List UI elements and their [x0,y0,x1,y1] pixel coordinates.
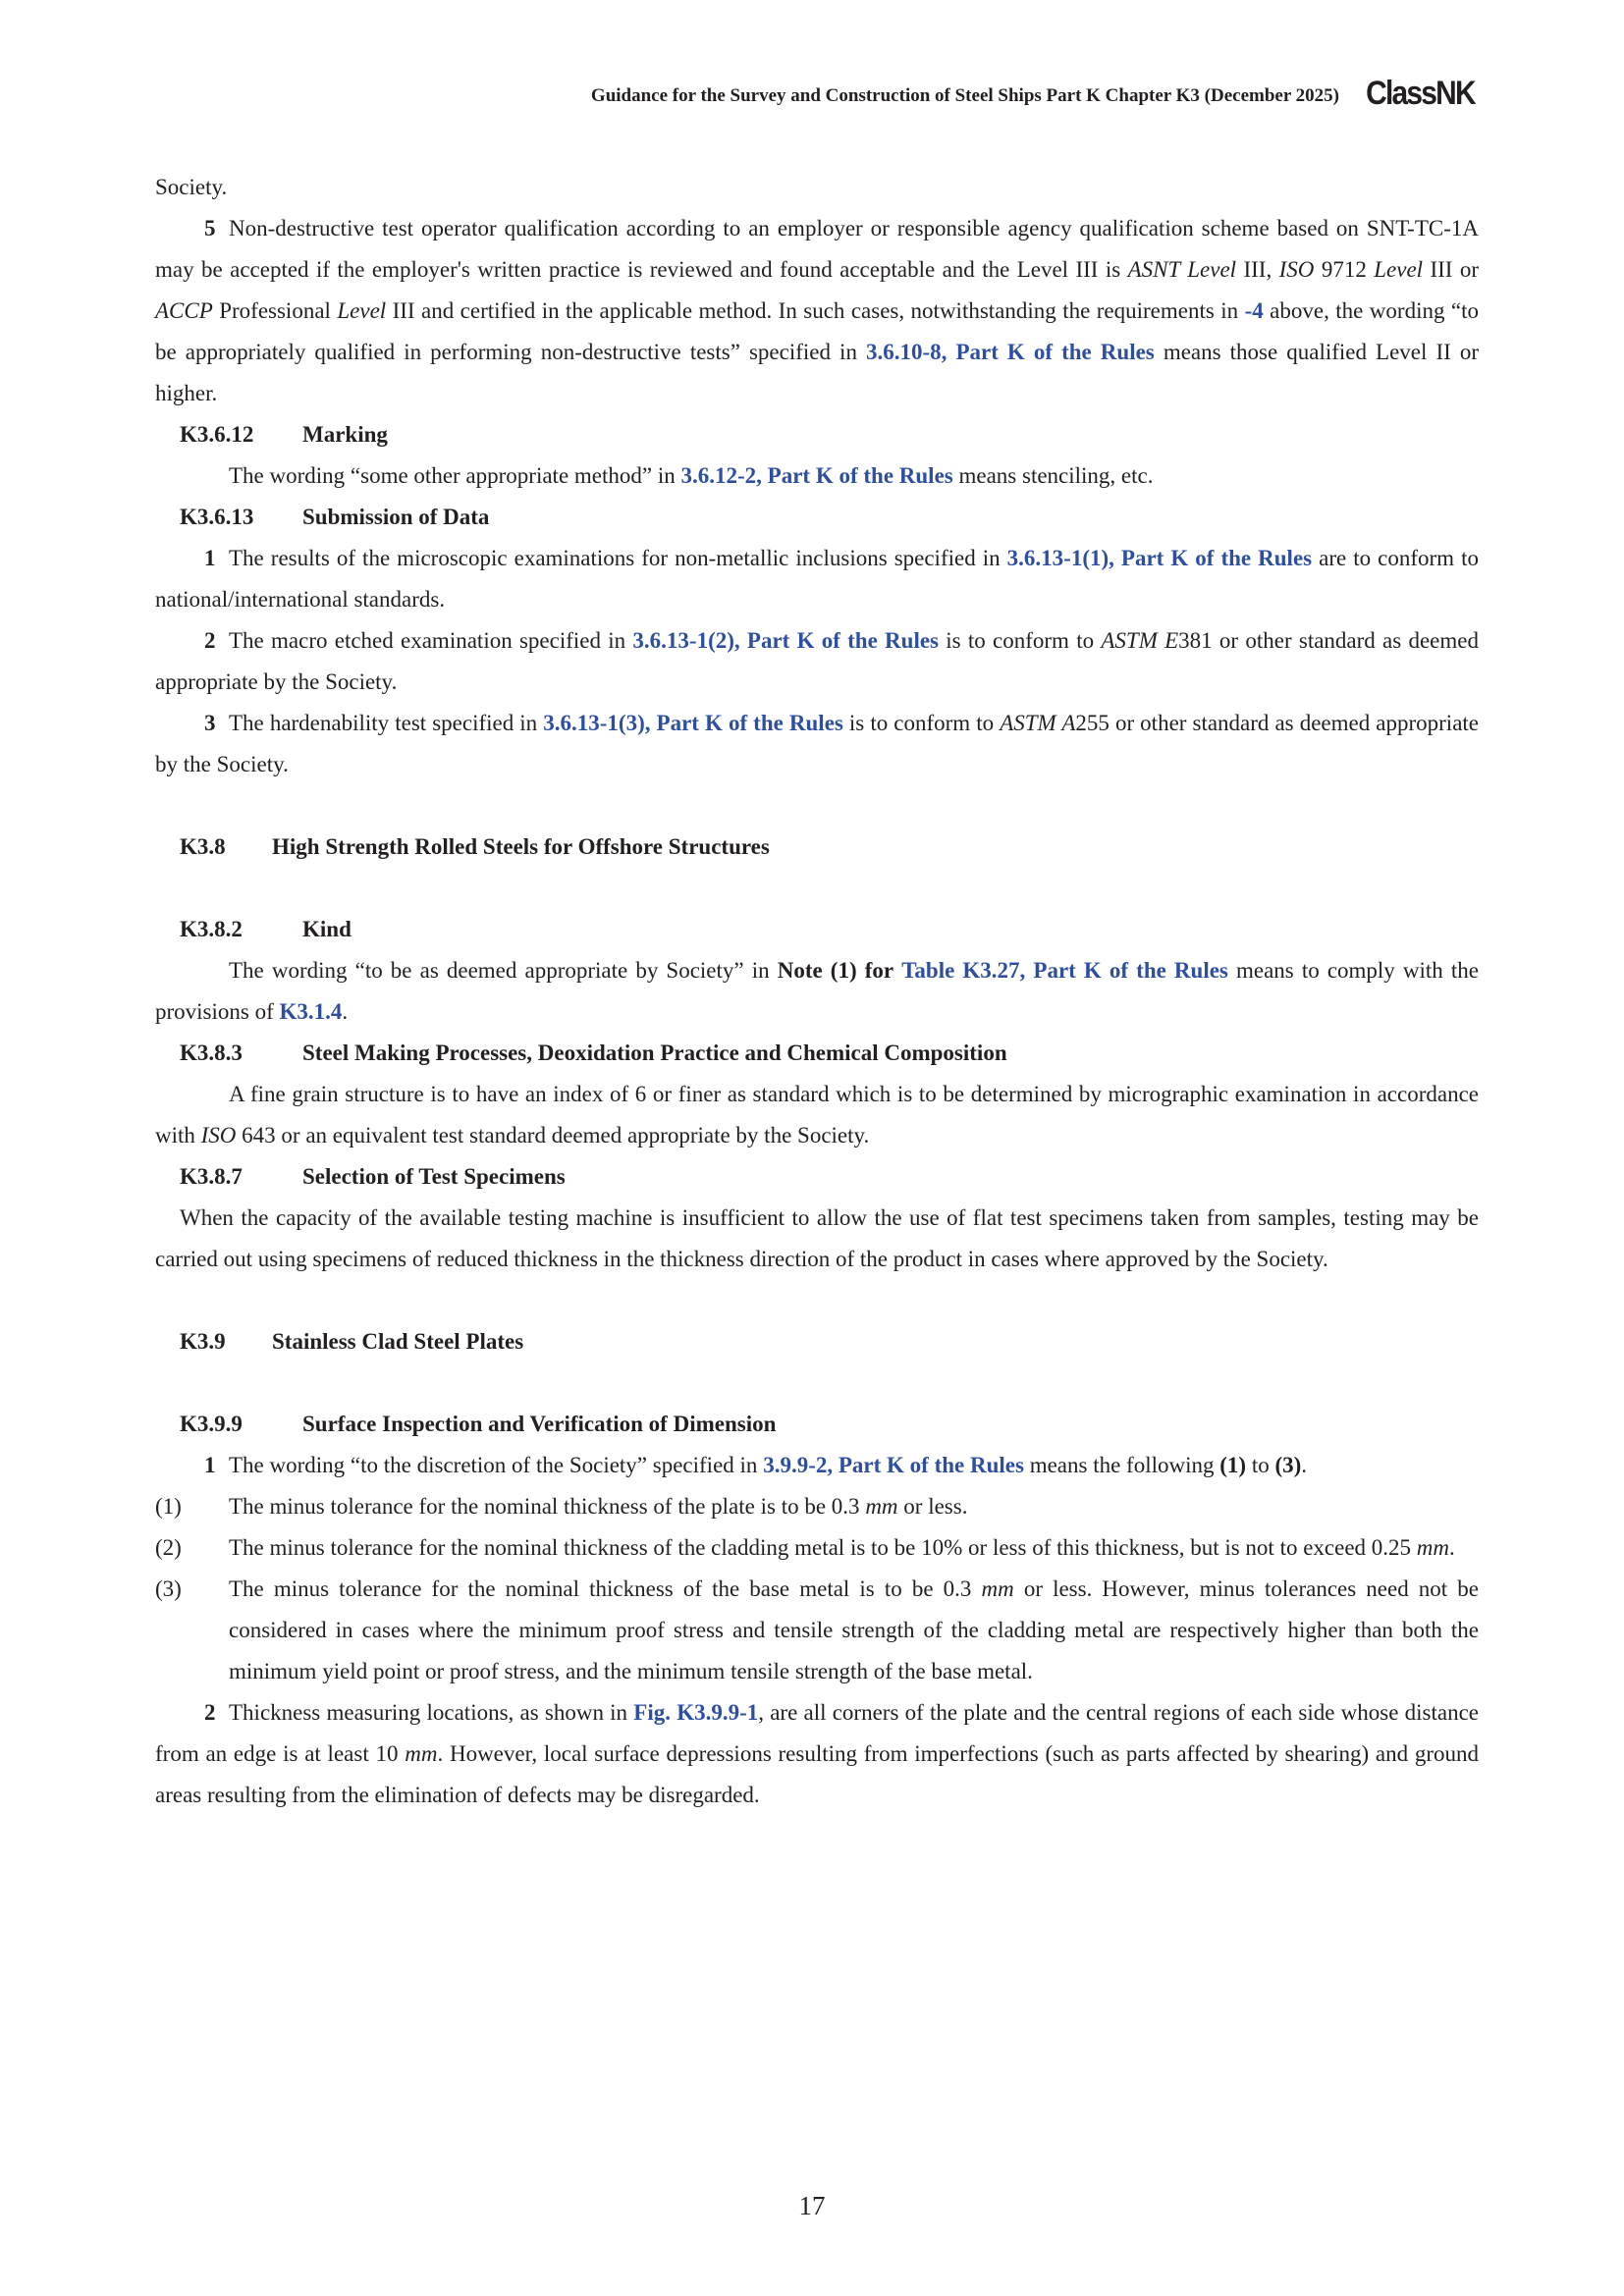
ref-link-table-k3-27[interactable]: Table K3.27, Part K of the Rules [901,958,1228,983]
k399-list-item-1: (1) The minus tolerance for the nominal thickness of the plate is to be 0.3 mm or less. [155,1494,968,1519]
k3612-text: The wording “some other appropriate method” in 3.6.12-2, Part K of the Rules means stenciling, etc. [229,463,1154,488]
k3613-item-2: 2 The macro etched examination specified in 3.6.13-1(2), Part K of the Rules is to conform to ASTM E381 or other standard as deemed appropriate by the Society. [155,628,1479,694]
k399-list-item-2: (2) The minus tolerance for the nominal thickness of the cladding metal is to be 10% or less of this thickness, but is not to exceed 0.25 mm. [155,1535,1455,1560]
ref-link-minus4[interactable]: -4 [1244,298,1264,323]
section-heading-k3612: K3.6.12 Marking [180,422,388,447]
k399-item-1: 1 The wording “to the discretion of the Society” specified in 3.9.9-2, Part K of the Rules means the following (1) to (3). [204,1453,1308,1477]
k3613-item-3: 3 The hardenability test specified in 3.6.13-1(3), Part K of the Rules is to conform to ASTM A255 or other standard as deemed appropriate by the Society. [155,711,1479,776]
ref-link-fig-k3-9-9-1[interactable]: Fig. K3.9.9-1 [633,1700,759,1725]
page-number: 17 [798,2191,826,2220]
k387-text: When the capacity of the available testing machine is insufficient to allow the use of flat test specimens taken from samples, testing may be carried out using specimens of reduced thickness in the thickness direction of the product in cases where approved by the Society. [155,1205,1479,1271]
k399-list-item-3: (3) The minus tolerance for the nominal thickness of the base metal is to be 0.3 mm or less. However, minus tolerances need not be considered in cases where the minimum proof stress and tensile strength of the cladding metal are respectively higher than both the minimum yield point or proof stress, and the minimum tensile strength of the base metal. [155,1576,1480,1683]
k399-item-2: 2 Thickness measuring locations, as shown in Fig. K3.9.9-1, are all corners of the plate and the central regions of each side whose distance from an edge is at least 10 mm. However, local surface depressions resulting from imperfections (such as parts affected by shearing) and ground areas resulting from the elimination of defects may be disregarded. [155,1700,1480,1807]
header-title: Guidance for the Survey and Construction of Steel Ships Part K Chapter K3 (December 2025) [590,85,1339,106]
ref-link-3-6-13-1-1[interactable]: 3.6.13-1(1), Part K of the Rules [1006,546,1313,570]
section-heading-k38: K3.8 High Strength Rolled Steels for Offshore Structures [180,834,770,859]
section-heading-k382: K3.8.2 Kind [180,917,352,941]
ref-link-k3-1-4[interactable]: K3.1.4 [279,999,343,1024]
ref-link-3-6-13-1-2[interactable]: 3.6.13-1(2), Part K of the Rules [632,628,940,653]
section-heading-k383: K3.8.3 Steel Making Processes, Deoxidation Practice and Chemical Composition [180,1041,1007,1065]
item-5: 5 Non-destructive test operator qualification according to an employer or responsible agency qualification scheme based on SNT-TC-1A may be accepted if the employer's written practice is reviewed and found acceptable and the Level III is ASNT Level III, ISO 9712 Level III or ACCP Professional Level III and certified in the applicable method. In such cases, notwithstanding the requirements in -4 above, the wording “to be appropriately qualified in performing non-destructive tests” specified in 3.6.10-8, Part K of the Rules means those qualified Level II or higher. [155,208,1479,414]
section-heading-k39: K3.9 Stainless Clad Steel Plates [180,1329,524,1354]
paragraph-continuation: Society. [155,175,228,199]
ref-link-3-6-12-2[interactable]: 3.6.12-2, Part K of the Rules [680,463,953,488]
k382-text: The wording “to be as deemed appropriate by Society” in Note (1) for Table K3.27, Part K of the Rules means to comply with the provisions of K3.1.4. [155,958,1479,1024]
classnk-logo: ClassNK [1366,75,1475,112]
ref-link-3-6-13-1-3[interactable]: 3.6.13-1(3), Part K of the Rules [543,711,843,735]
section-heading-k3613: K3.6.13 Submission of Data [180,505,490,529]
ref-link-3-9-9-2[interactable]: 3.9.9-2, Part K of the Rules [763,1453,1024,1477]
section-heading-k399: K3.9.9 Surface Inspection and Verification of Dimension [180,1412,777,1436]
page-header [0,75,1624,124]
item-number: 5 [204,216,216,240]
section-heading-k387: K3.8.7 Selection of Test Specimens [180,1164,566,1189]
k3613-item-1: 1 The results of the microscopic examinations for non-metallic inclusions specified in 3.6.13-1(1), Part K of the Rules are to conform to national/international standards. [155,546,1479,612]
document-body [155,167,1479,1816]
ref-link-3-6-10-8[interactable]: 3.6.10-8, Part K of the Rules [866,340,1155,364]
k383-text: A fine grain structure is to have an index of 6 or finer as standard which is to be determined by micrographic examination in accordance with ISO 643 or an equivalent test standard deemed appropriate by the Society. [155,1082,1479,1148]
